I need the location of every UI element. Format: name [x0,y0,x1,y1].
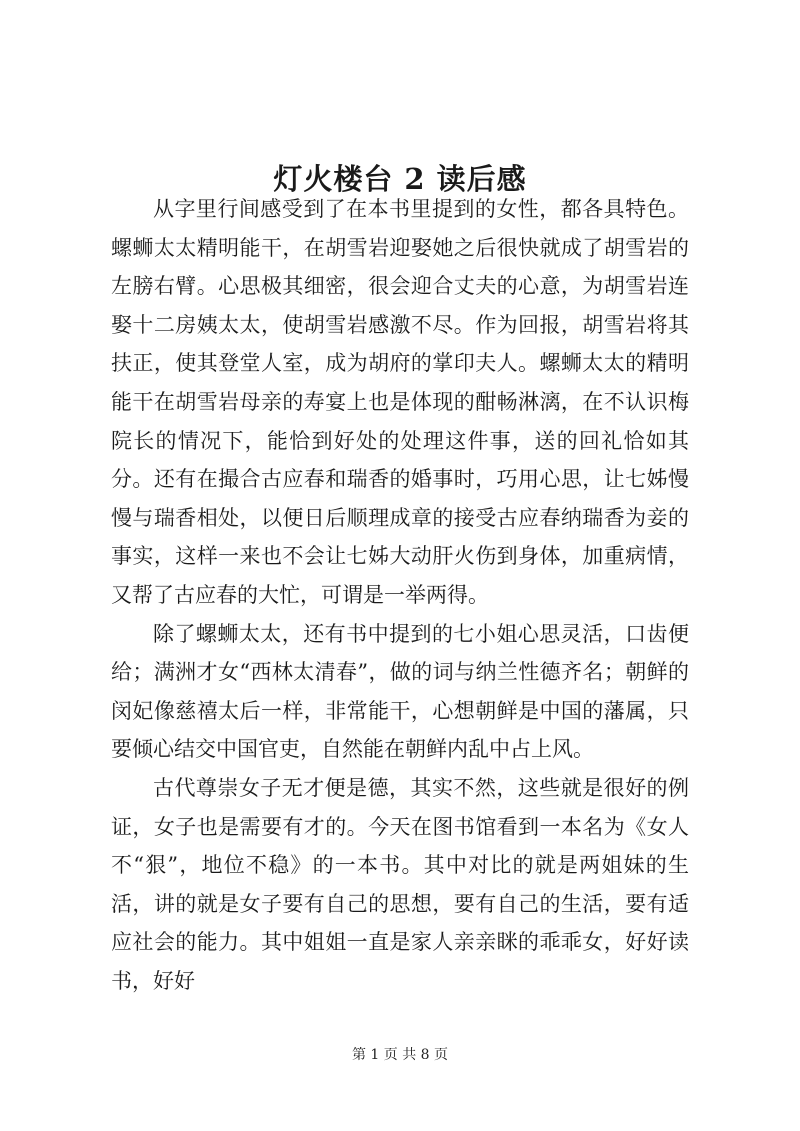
paragraph-3: 古代尊崇女子无才便是德，其实不然，这些就是很好的例证，女子也是需要有才的。今天在图书馆看到一本名为《女人不“狠”，地位不稳》的一本书。其中对比的就是两姐妹的生活，讲的就是女子要有自己的思想，要有自己的生活，要有适应社会的能力。其中姐姐一直是家人亲亲眯的乖乖女，好好读书，好好 [111,775,689,993]
paragraph-2: 除了螺蛳太太，还有书中提到的七小姐心思灵活，口齿便给；满洲才女“西林太清春”，做的词与纳兰性德齐名；朝鲜的闵妃像慈禧太后一样，非常能干，心想朝鲜是中国的藩属，只要倾心结交中国官吏，自然能在朝鲜内乱中占上风。 [111,621,689,762]
document-body [111,190,689,1000]
document-title: 灯火楼台 2 读后感 [273,162,527,197]
page-number-footer: 第 1 页 共 8 页 [351,1047,449,1063]
paragraph-1: 从字里行间感受到了在本书里提到的女性，都各具特色。螺蛳太太精明能干，在胡雪岩迎娶她之后很快就成了胡雪岩的左膀右臂。心思极其细密，很会迎合丈夫的心意，为胡雪岩连娶十二房姨太太，使胡雪岩感激不尽。作为回报，胡雪岩将其扶正，使其登堂人室，成为胡府的掌印夫人。螺蛳太太的精明能干在胡雪岩母亲的寿宴上也是体现的酣畅淋漓，在不认识梅院长的情况下，能恰到好处的处理这件事，送的回礼恰如其分。还有在撮合古应春和瑞香的婚事时，巧用心思，让七姊慢慢与瑞香相处，以便日后顺理成章的接受古应春纳瑞香为妾的事实，这样一来也不会让七姊大动肝火伤到身体，加重病情，又帮了古应春的大忙，可谓是一举两得。 [111,197,689,607]
